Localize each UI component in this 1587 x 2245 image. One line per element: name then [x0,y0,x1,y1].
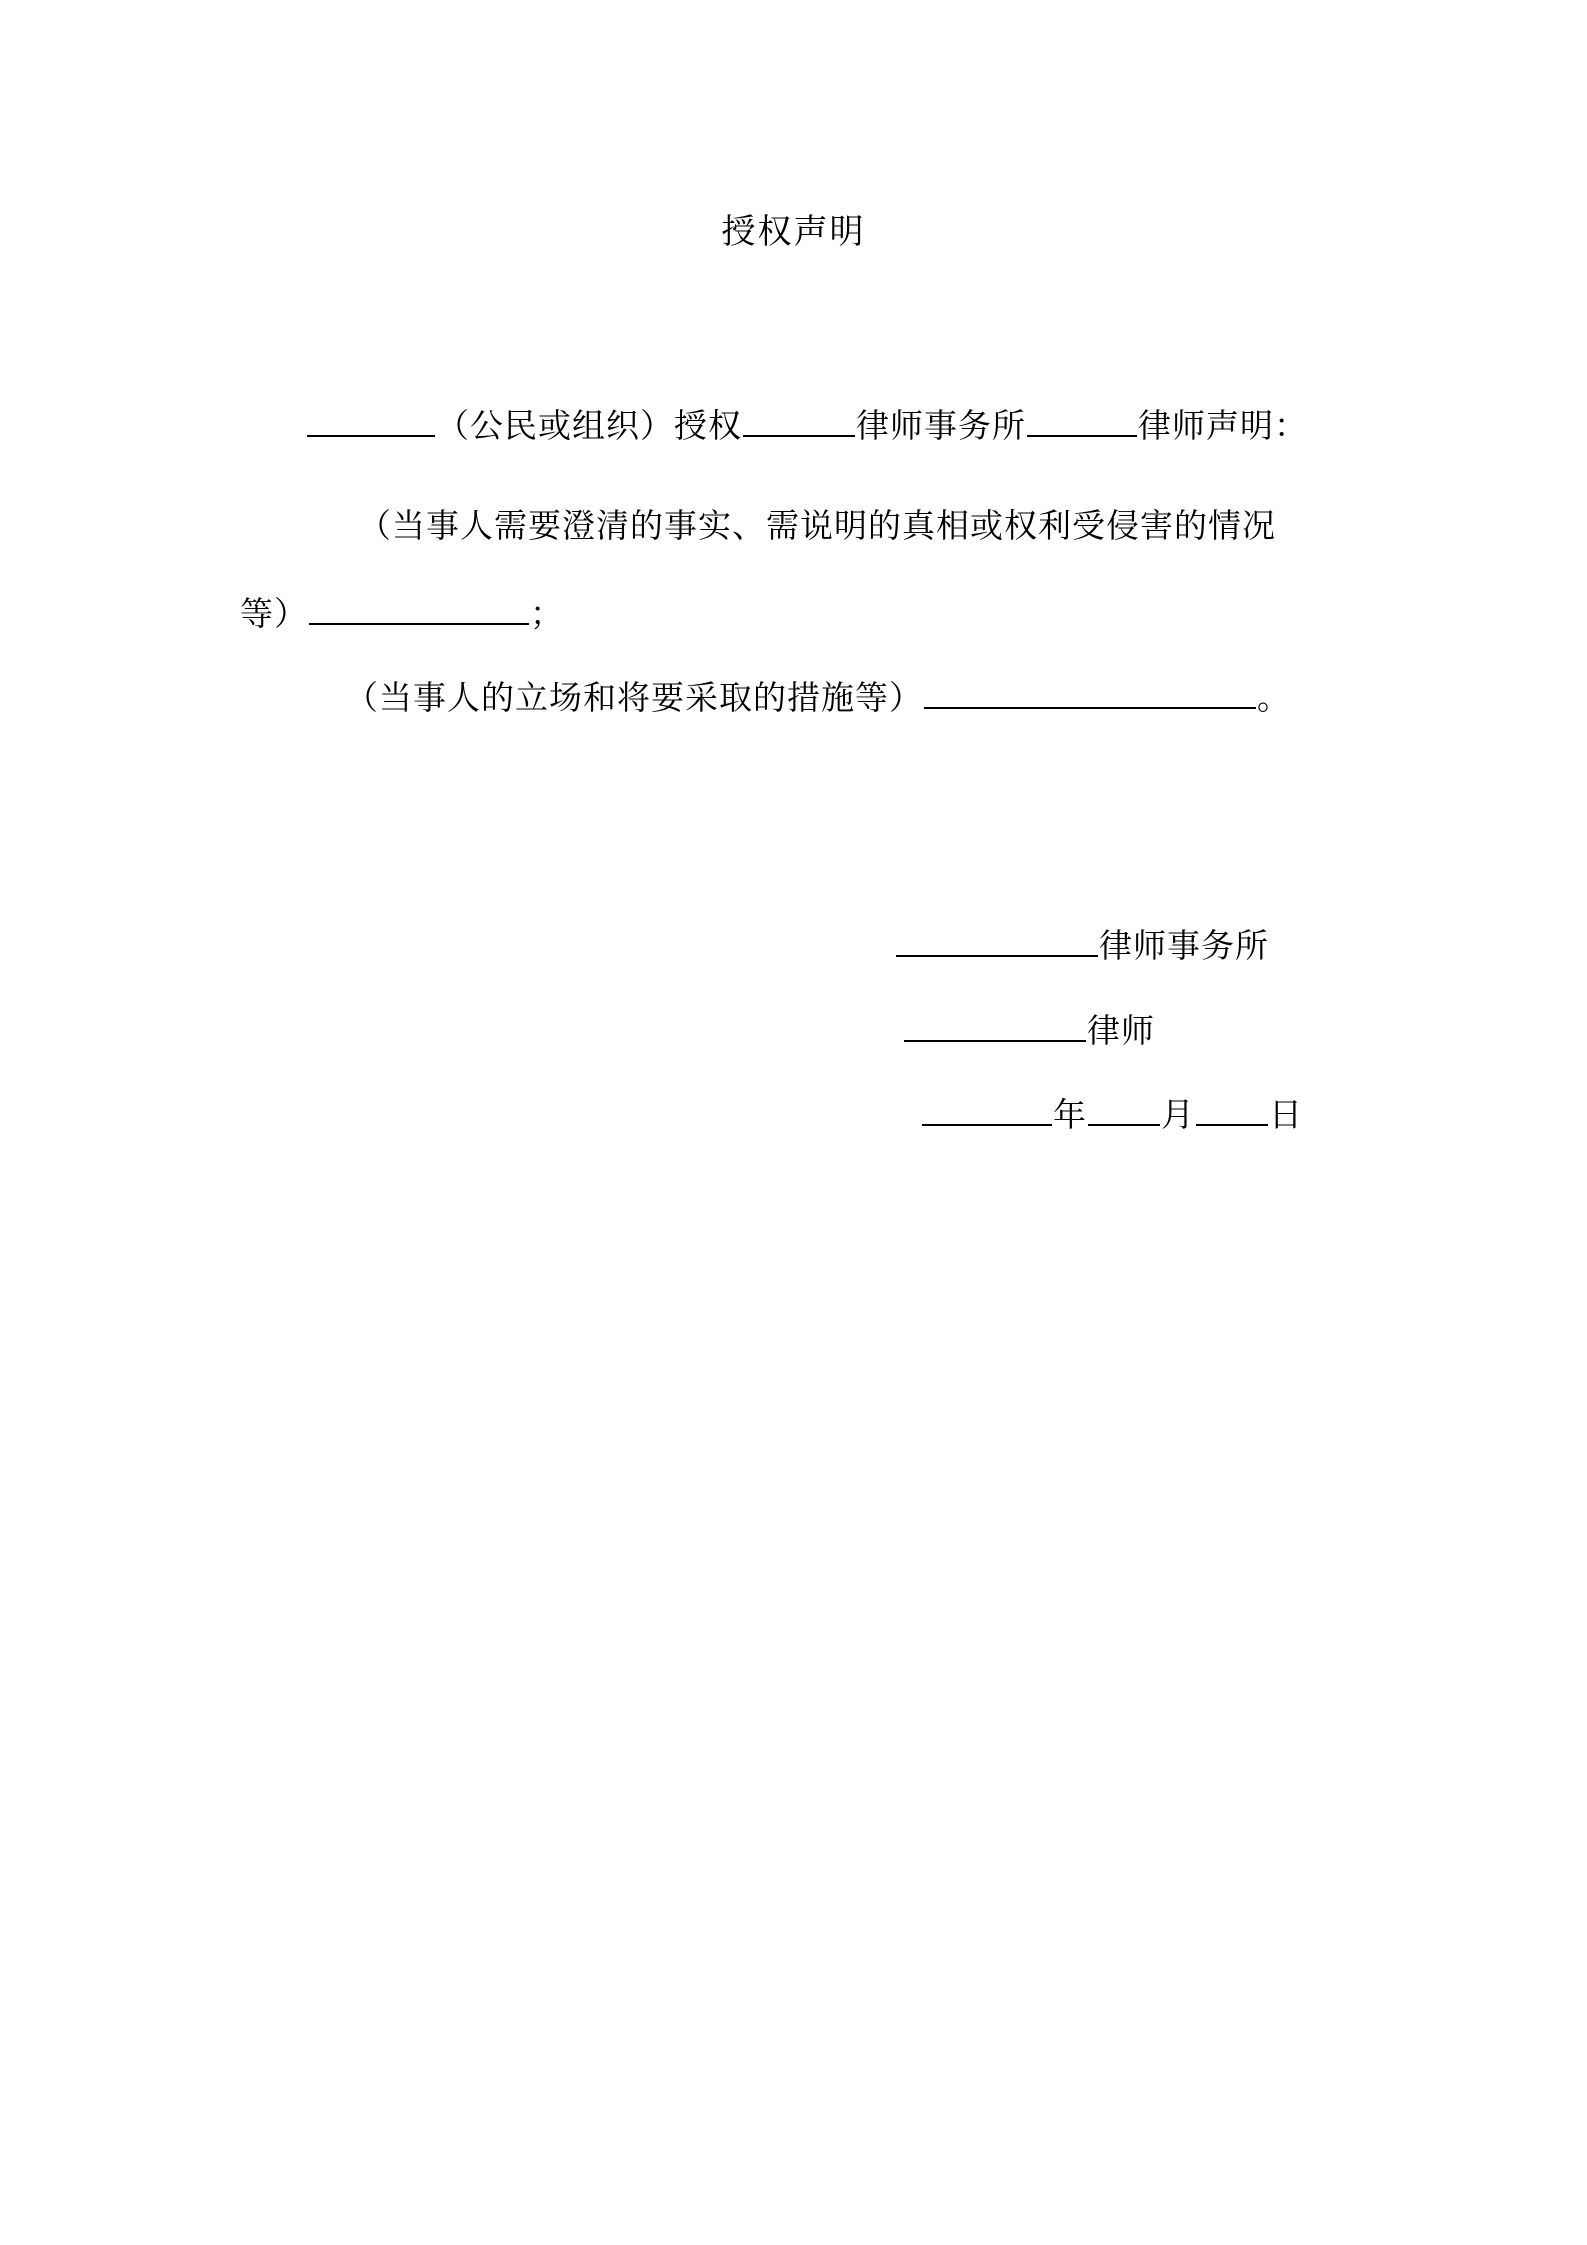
citizen-or-organization-blank[interactable] [307,405,435,437]
semicolon: ； [530,594,564,633]
signature-lawyer-blank[interactable] [904,1010,1086,1042]
authorization-paragraph [306,405,1308,446]
signature-lawyer [903,1010,1155,1051]
year-label: 年 [1053,1095,1087,1134]
month-label: 月 [1161,1095,1195,1134]
signature-law-firm-label: 律师事务所 [1099,926,1269,965]
signature-law-firm [895,925,1269,966]
position-blank[interactable] [924,677,1256,709]
law-firm-text: 律师事务所 [856,406,1026,445]
authorization-text: （公民或组织）授权 [436,406,742,445]
signature-law-firm-blank[interactable] [896,925,1098,957]
facts-paragraph-line2 [240,593,564,634]
lawyer-name-blank[interactable] [1027,405,1137,437]
period: 。 [1257,678,1291,717]
year-blank[interactable] [922,1094,1052,1126]
position-paragraph-text: （当事人的立场和将要采取的措施等） [345,678,923,717]
position-paragraph [345,677,1291,718]
signature-date [921,1094,1303,1135]
facts-blank[interactable] [309,593,529,625]
day-blank[interactable] [1196,1094,1268,1126]
law-firm-name-blank[interactable] [743,405,855,437]
document-title: 授权声明 [721,212,866,252]
day-label: 日 [1269,1095,1303,1134]
month-blank[interactable] [1088,1094,1160,1126]
facts-paragraph-line1: （当事人需要澄清的事实、需说明的真相或权利受侵害的情况 [358,506,1276,545]
signature-lawyer-label: 律师 [1087,1011,1155,1050]
facts-paragraph-text: 等） [240,594,308,633]
lawyer-statement-text: 律师声明： [1138,406,1308,445]
